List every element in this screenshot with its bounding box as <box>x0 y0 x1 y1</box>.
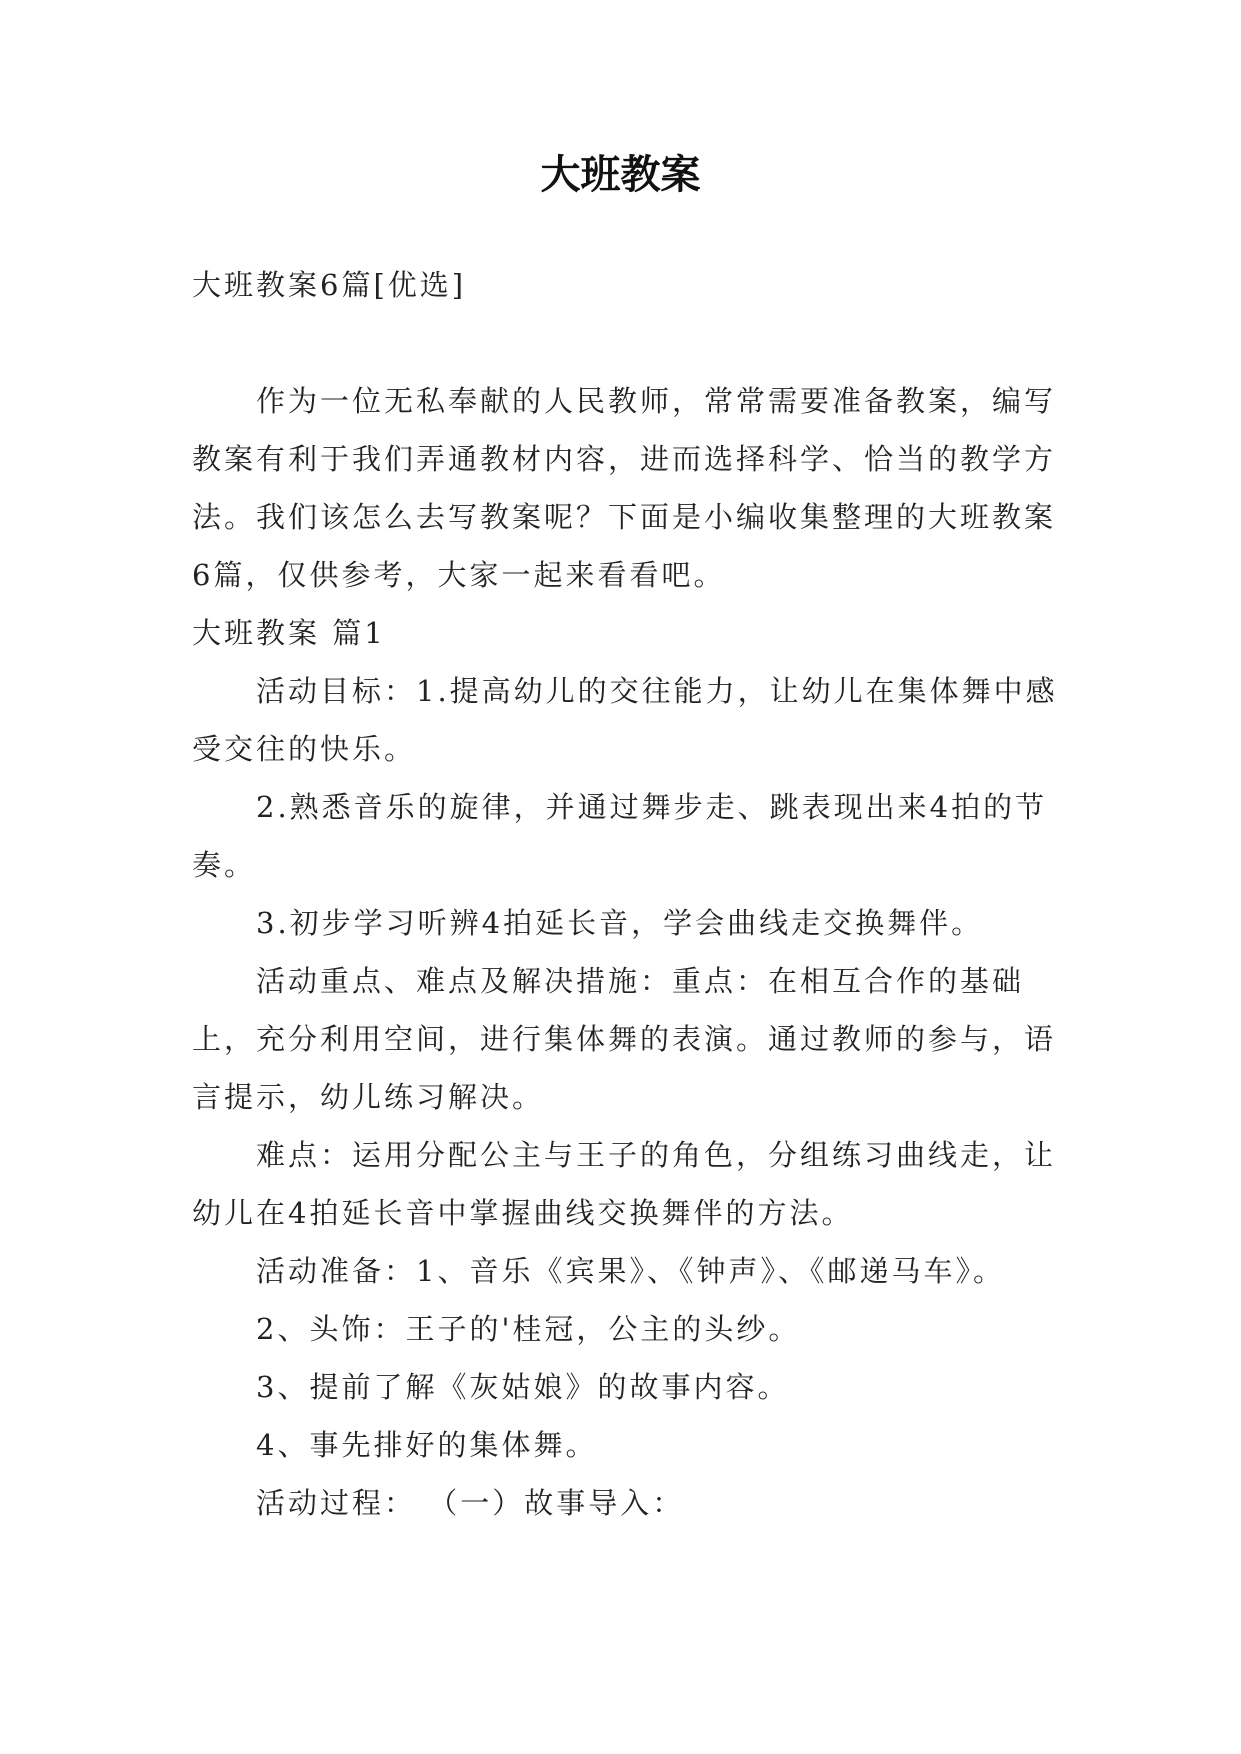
intro-paragraph: 作为一位无私奉献的人民教师，常常需要准备教案，编写教案有利于我们弄通教材内容，进而选择科学、恰当的教学方法。我们该怎么去写教案呢？下面是小编收集整理的大班教案6篇，仅供参考，大家一起来看看吧。 <box>192 384 1057 592</box>
paragraph-process: 活动过程： （一）故事导入： <box>256 1486 685 1520</box>
document-body <box>192 256 1072 1532</box>
document-title: 大班教案 <box>540 152 701 198</box>
paragraph-activity-goal-2: 2.熟悉音乐的旋律，并通过舞步走、跳表现出来4拍的节奏。 <box>192 790 1048 882</box>
section-heading: 大班教案 篇1 <box>192 616 386 650</box>
paragraph-activity-goal-3: 3.初步学习听辨4拍延长音，学会曲线走交换舞伴。 <box>256 906 984 940</box>
paragraph-activity-goal-1: 活动目标：1.提高幼儿的交往能力，让幼儿在集体舞中感受交往的快乐。 <box>192 674 1058 766</box>
paragraph-preparation-4: 4、事先排好的集体舞。 <box>256 1428 598 1462</box>
document-subtitle: 大班教案6篇[优选] <box>192 268 467 302</box>
paragraph-preparation-1: 活动准备：1、音乐《宾果》、《钟声》、《邮递马车》。 <box>256 1254 1005 1288</box>
paragraph-preparation-2: 2、头饰：王子的'桂冠，公主的头纱。 <box>256 1312 801 1346</box>
paragraph-difficulties: 难点：运用分配公主与王子的角色，分组练习曲线走，让幼儿在4拍延长音中掌握曲线交换舞伴的方法。 <box>192 1138 1057 1230</box>
paragraph-preparation-3: 3、提前了解《灰姑娘》的故事内容。 <box>256 1370 790 1404</box>
paragraph-key-points: 活动重点、难点及解决措施：重点：在相互合作的基础上，充分利用空间，进行集体舞的表演。通过教师的参与，语言提示，幼儿练习解决。 <box>192 964 1057 1114</box>
